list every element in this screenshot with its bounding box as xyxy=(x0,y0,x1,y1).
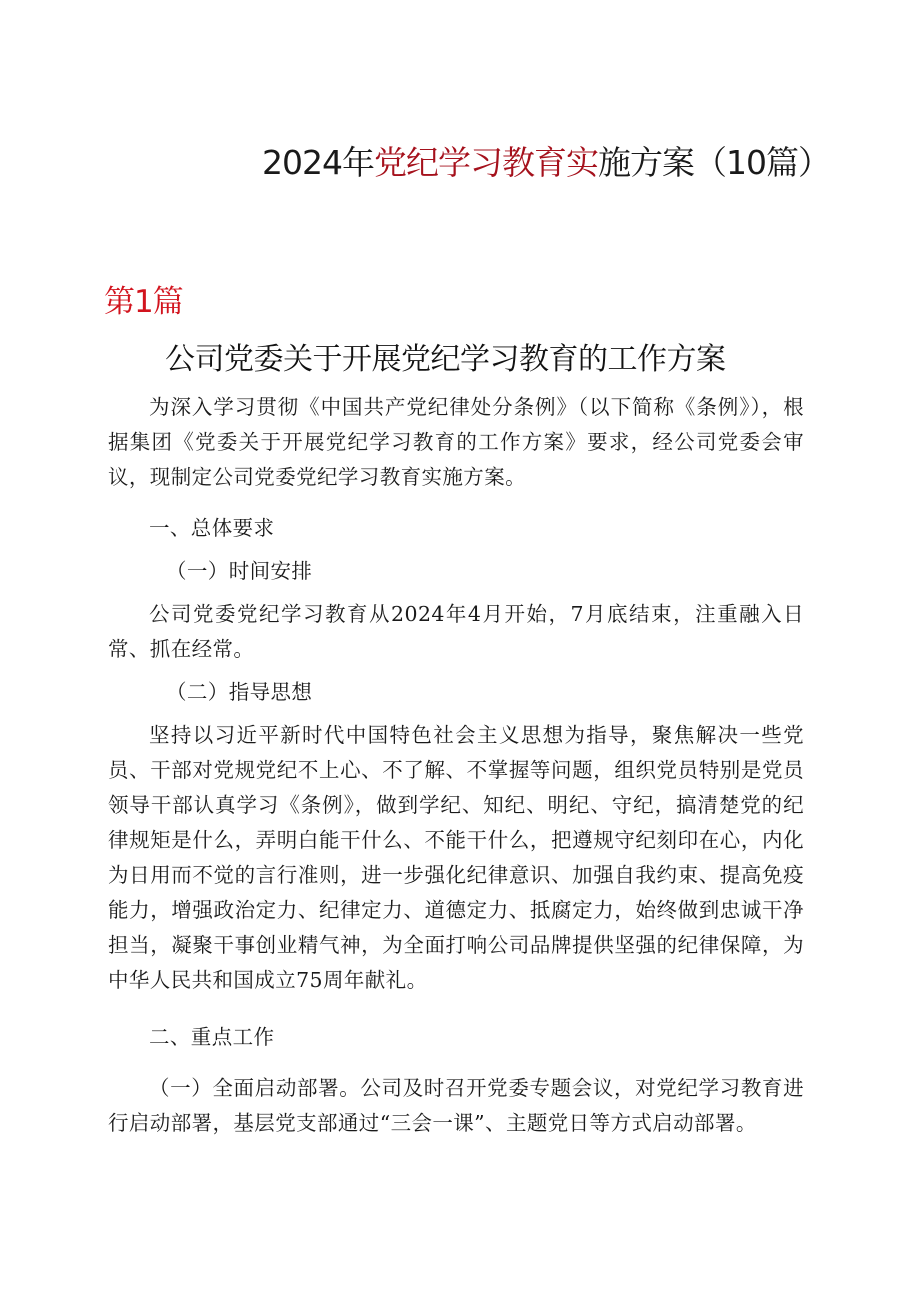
title-part-highlight: 党纪学习教育实 xyxy=(373,143,598,182)
title-part-year: 2024年 xyxy=(262,143,374,182)
intro-paragraph: 为深入学习贯彻《中国共产党纪律处分条例》（以下简称《条例》），根据集团《党委关于开展党纪学习教育的工作方案》要求，经公司党委会审议，现制定公司党委党纪学习教育实施方案。 xyxy=(108,395,804,489)
document-title xyxy=(262,138,862,188)
key-work-paragraph-1: （一）全面启动部署。公司及时召开党委专题会议，对党纪学习教育进行启动部署，基层党支部通过“三会一课”、主题党日等方式启动部署。 xyxy=(108,1076,804,1135)
document-body xyxy=(108,390,804,1141)
title-part-rest: 施方案（10篇） xyxy=(597,143,830,182)
heading-schedule: （一）时间安排 xyxy=(166,559,313,583)
heading-general-requirements: 一、总体要求 xyxy=(149,516,275,540)
section-title: 公司党委关于开展党纪学习教育的工作方案 xyxy=(165,342,726,377)
guiding-thought-paragraph: 坚持以习近平新时代中国特色社会主义思想为指导，聚焦解决一些党员、干部对党规党纪不上心、不了解、不掌握等问题，组织党员特别是党员领导干部认真学习《条例》，做到学纪、知纪、明纪、守纪，搞清楚党的纪律规矩是什么，弄明白能干什么、不能干什么，把遵规守纪刻印在心，内化为日用而不觉的言行准则，进一步强化纪律意识、加强自我约束、提高免疫能力，增强政治定力、纪律定力、道德定力、抵腐定力，始终做到忠诚干净担当，凝聚干事创业精气神，为全面打响公司品牌提供坚强的纪律保障，为中华人民共和国成立75周年献礼。 xyxy=(108,723,804,992)
heading-key-work: 二、重点工作 xyxy=(149,1025,275,1049)
heading-guiding-thought: （二）指导思想 xyxy=(166,680,313,704)
chapter-label: 第1篇 xyxy=(104,284,183,320)
schedule-paragraph: 公司党委党纪学习教育从2024年4月开始，7月底结束，注重融入日常、抓在经常。 xyxy=(108,602,804,661)
